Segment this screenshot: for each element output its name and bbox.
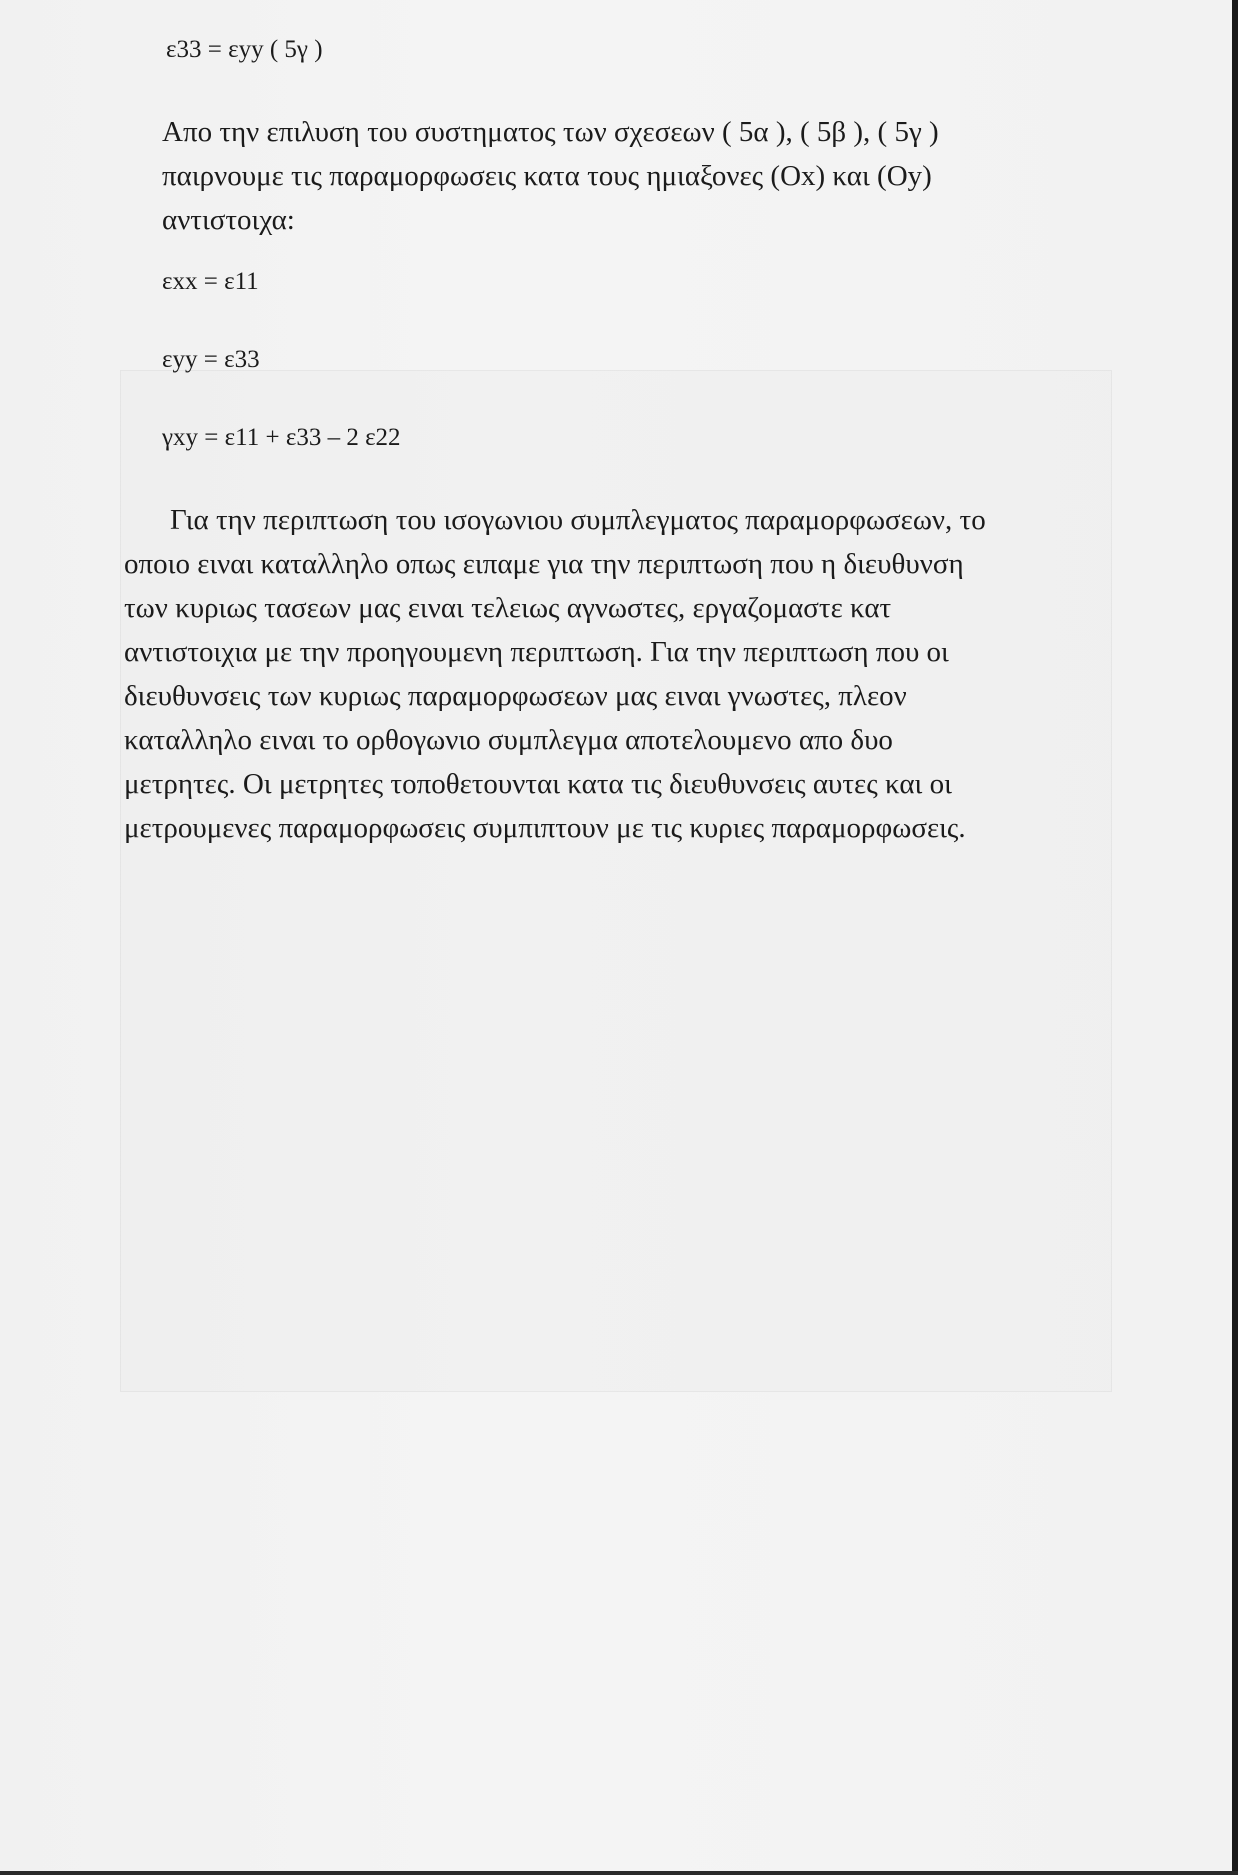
intro-line: αντιστοιχα: xyxy=(162,204,295,236)
body-line: οποιο ειναι καταλληλο οπως ειπαμε για την περιπτωση που η διευθυνση xyxy=(124,548,964,580)
body-line: διευθυνσεις των κυριως παραμορφωσεων μας ειναι γνωστες, πλεον xyxy=(124,680,907,712)
intro-line: παιρνουμε τις παραμορφωσεις κατα τους ημιαξονες (Οx) και (Οy) xyxy=(162,160,932,192)
equation-gxy: γxy = ε11 + ε33 – 2 ε22 xyxy=(162,424,401,451)
scan-edge-bottom xyxy=(0,1871,1238,1875)
body-paragraph xyxy=(124,498,986,850)
formula-top: ε33 = εyy ( 5γ ) xyxy=(166,36,323,63)
body-line: μετρουμενες παραμορφωσεις συμπιπτουν με τις κυριες παραμορφωσεις. xyxy=(124,812,966,844)
equation-eyy: εyy = ε33 xyxy=(162,346,260,373)
body-line: αντιστοιχια με την προηγουμενη περιπτωση. Για την περιπτωση που οι xyxy=(124,636,949,668)
body-line: μετρητες. Οι μετρητες τοποθετουνται κατα τις διευθυνσεις αυτες και οι xyxy=(124,768,952,800)
body-line: των κυριως τασεων μας ειναι τελειως αγνωστες, εργαζομαστε κατ xyxy=(124,592,892,624)
intro-paragraph xyxy=(162,110,939,242)
equation-exx: εxx = ε11 xyxy=(162,268,259,295)
intro-line: Απο την επιλυση του συστηματος των σχεσεων ( 5α ), ( 5β ), ( 5γ ) xyxy=(162,116,939,148)
body-line: καταλληλο ειναι το ορθογωνιο συμπλεγμα αποτελουμενο απο δυο xyxy=(124,724,893,756)
scan-edge-right xyxy=(1232,0,1238,1875)
body-line: Για την περιπτωση του ισογωνιου συμπλεγματος παραμορφωσεων, το xyxy=(170,504,986,536)
